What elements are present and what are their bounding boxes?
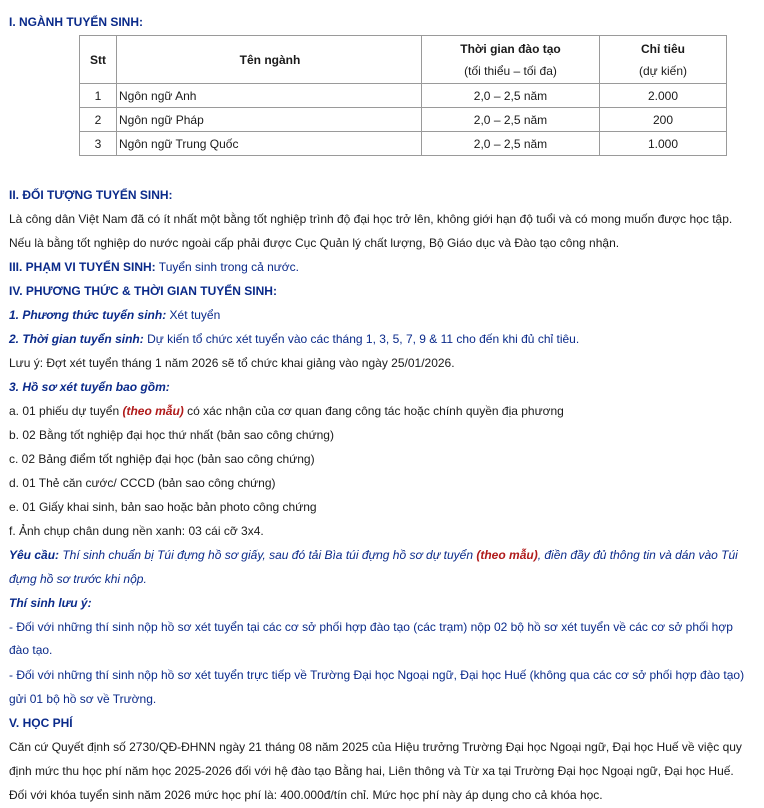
- row-name: Ngôn ngữ Anh: [117, 84, 422, 108]
- section-2-heading: II. ĐỐI TƯỢNG TUYỂN SINH:: [9, 188, 173, 202]
- doc-item-b: b. 02 Bằng tốt nghiệp đại học thứ nhất (bản sao công chứng): [9, 428, 334, 442]
- docs-label: [9, 380, 170, 394]
- application-form-link[interactable]: (theo mẫu): [122, 404, 184, 418]
- row-name: Ngôn ngữ Pháp: [117, 108, 422, 132]
- row-stt: 1: [80, 84, 117, 108]
- header-quota-sub: (dự kiến): [638, 63, 688, 78]
- eligibility-line-1: Là công dân Việt Nam đã có ít nhất một bằng tốt nghiệp trình độ đại học trở lên, không giới hạn độ tuổi và có mong muốn được học tập.: [9, 212, 733, 226]
- table-row: [80, 84, 727, 108]
- section-5-heading: V. HỌC PHÍ: [9, 716, 73, 730]
- time-line: [9, 332, 579, 346]
- header-quota: [600, 36, 727, 84]
- doc-item-e: e. 01 Giấy khai sinh, bản sao hoặc bản photo công chứng: [9, 500, 317, 514]
- section-1-heading: I. NGÀNH TUYỂN SINH:: [9, 15, 144, 29]
- attention-2-line-2: gửi 01 bộ hồ sơ về Trường.: [9, 692, 157, 706]
- row-quota: 2.000: [600, 84, 727, 108]
- doc-a-after: có xác nhận của cơ quan đang công tác hoặc chính quyền địa phương: [183, 404, 564, 418]
- section-3-heading: III. PHẠM VI TUYỂN SINH:: [9, 260, 156, 274]
- method-text: Xét tuyển: [166, 308, 221, 322]
- time-label: 2. Thời gian tuyển sinh:: [9, 332, 144, 346]
- row-quota: 200: [600, 108, 727, 132]
- doc-item-a: [9, 404, 564, 418]
- header-time-label: Thời gian đào tạo: [460, 41, 561, 56]
- table-row: [80, 132, 727, 156]
- row-time: 2,0 – 2,5 năm: [422, 84, 600, 108]
- doc-a-before: a. 01 phiếu dự tuyển: [9, 404, 123, 418]
- header-time-sub: (tối thiểu – tối đa): [464, 63, 557, 78]
- tuition-line-1: Căn cứ Quyết định số 2730/QĐ-ĐHNN ngày 21 tháng 08 năm 2025 của Hiệu trưởng Trường Đại học Ngoại ngữ, Đại học Huế về việc quy: [9, 740, 742, 754]
- header-time: [422, 36, 600, 84]
- doc-item-d: d. 01 Thẻ căn cước/ CCCD (bản sao công chứng): [9, 476, 276, 490]
- doc-item-c: c. 02 Bảng điểm tốt nghiệp đại học (bản sao công chứng): [9, 452, 315, 466]
- requirement-label: Yêu cầu:: [9, 548, 60, 562]
- row-time: 2,0 – 2,5 năm: [422, 132, 600, 156]
- table-header-row: [80, 36, 727, 84]
- requirement-text-1: Thí sinh chuẩn bị Túi đựng hồ sơ giấy, sau đó tải Bìa túi đựng hồ sơ dự tuyển: [59, 548, 477, 562]
- row-quota: 1.000: [600, 132, 727, 156]
- majors-table: [79, 35, 727, 156]
- doc-item-f: f. Ảnh chụp chân dung nền xanh: 03 cái cỡ 3x4.: [9, 524, 264, 538]
- time-text: Dự kiến tổ chức xét tuyển vào các tháng 1, 3, 5, 7, 9 & 11 cho đến khi đủ chỉ tiêu.: [143, 332, 580, 346]
- header-name: Tên ngành: [117, 36, 422, 84]
- row-stt: 2: [80, 108, 117, 132]
- header-quota-label: Chỉ tiêu: [641, 41, 685, 56]
- tuition-line-3: Đối với khóa tuyển sinh năm 2026 mức học phí là: 400.000đ/tín chỉ. Mức học phí này áp dụng cho cả khóa học.: [9, 788, 603, 802]
- cover-form-link[interactable]: (theo mẫu): [476, 548, 538, 562]
- row-stt: 3: [80, 132, 117, 156]
- attention-1-line-1: - Đối với những thí sinh nộp hồ sơ xét tuyển tại các cơ sở phối hợp đào tạo (các trạm) nộp 02 bộ hồ sơ xét tuyển về các cơ sở phối hợp: [9, 620, 733, 634]
- requirement-text-2: , điền đầy đủ thông tin và dán vào Túi: [537, 548, 738, 562]
- attention-2-line-1: - Đối với những thí sinh nộp hồ sơ xét tuyển trực tiếp về Trường Đại học Ngoại ngữ, Đại học Huế (không qua các cơ sở phối hợp đào tạo): [9, 668, 745, 682]
- scope-line: [9, 260, 299, 274]
- scope-text: Tuyển sinh trong cả nước.: [155, 260, 299, 274]
- tuition-line-2: định mức thu học phí năm học 2025-2026 đối với hệ đào tạo Bằng hai, Liên thông và Từ xa tại Trường Đại học Ngoại ngữ, Đại học Huế.: [9, 764, 734, 778]
- requirement-line-2: đựng hồ sơ trước khi nộp.: [9, 572, 147, 586]
- method-line: [9, 308, 220, 322]
- requirement-line-1: [9, 548, 738, 562]
- row-time: 2,0 – 2,5 năm: [422, 108, 600, 132]
- note-line: Lưu ý: Đợt xét tuyển tháng 1 năm 2026 sẽ tổ chức khai giảng vào ngày 25/01/2026.: [9, 356, 455, 370]
- section-4-heading: IV. PHƯƠNG THỨC & THỜI GIAN TUYỂN SINH:: [9, 284, 277, 298]
- method-label: 1. Phương thức tuyển sinh:: [9, 308, 167, 322]
- attention-1-line-2: đào tạo.: [9, 643, 53, 657]
- table-row: [80, 108, 727, 132]
- docs-label-text: 3. Hồ sơ xét tuyển bao gồm:: [9, 380, 170, 394]
- row-name: Ngôn ngữ Trung Quốc: [117, 132, 422, 156]
- eligibility-line-2: Nếu là bằng tốt nghiệp do nước ngoài cấp phải được Cục Quản lý chất lượng, Bộ Giáo dục và Đào tạo công nhận.: [9, 236, 620, 250]
- attention-label: [9, 596, 92, 610]
- header-stt: Stt: [80, 36, 117, 84]
- attention-label-text: Thí sinh lưu ý:: [9, 596, 92, 610]
